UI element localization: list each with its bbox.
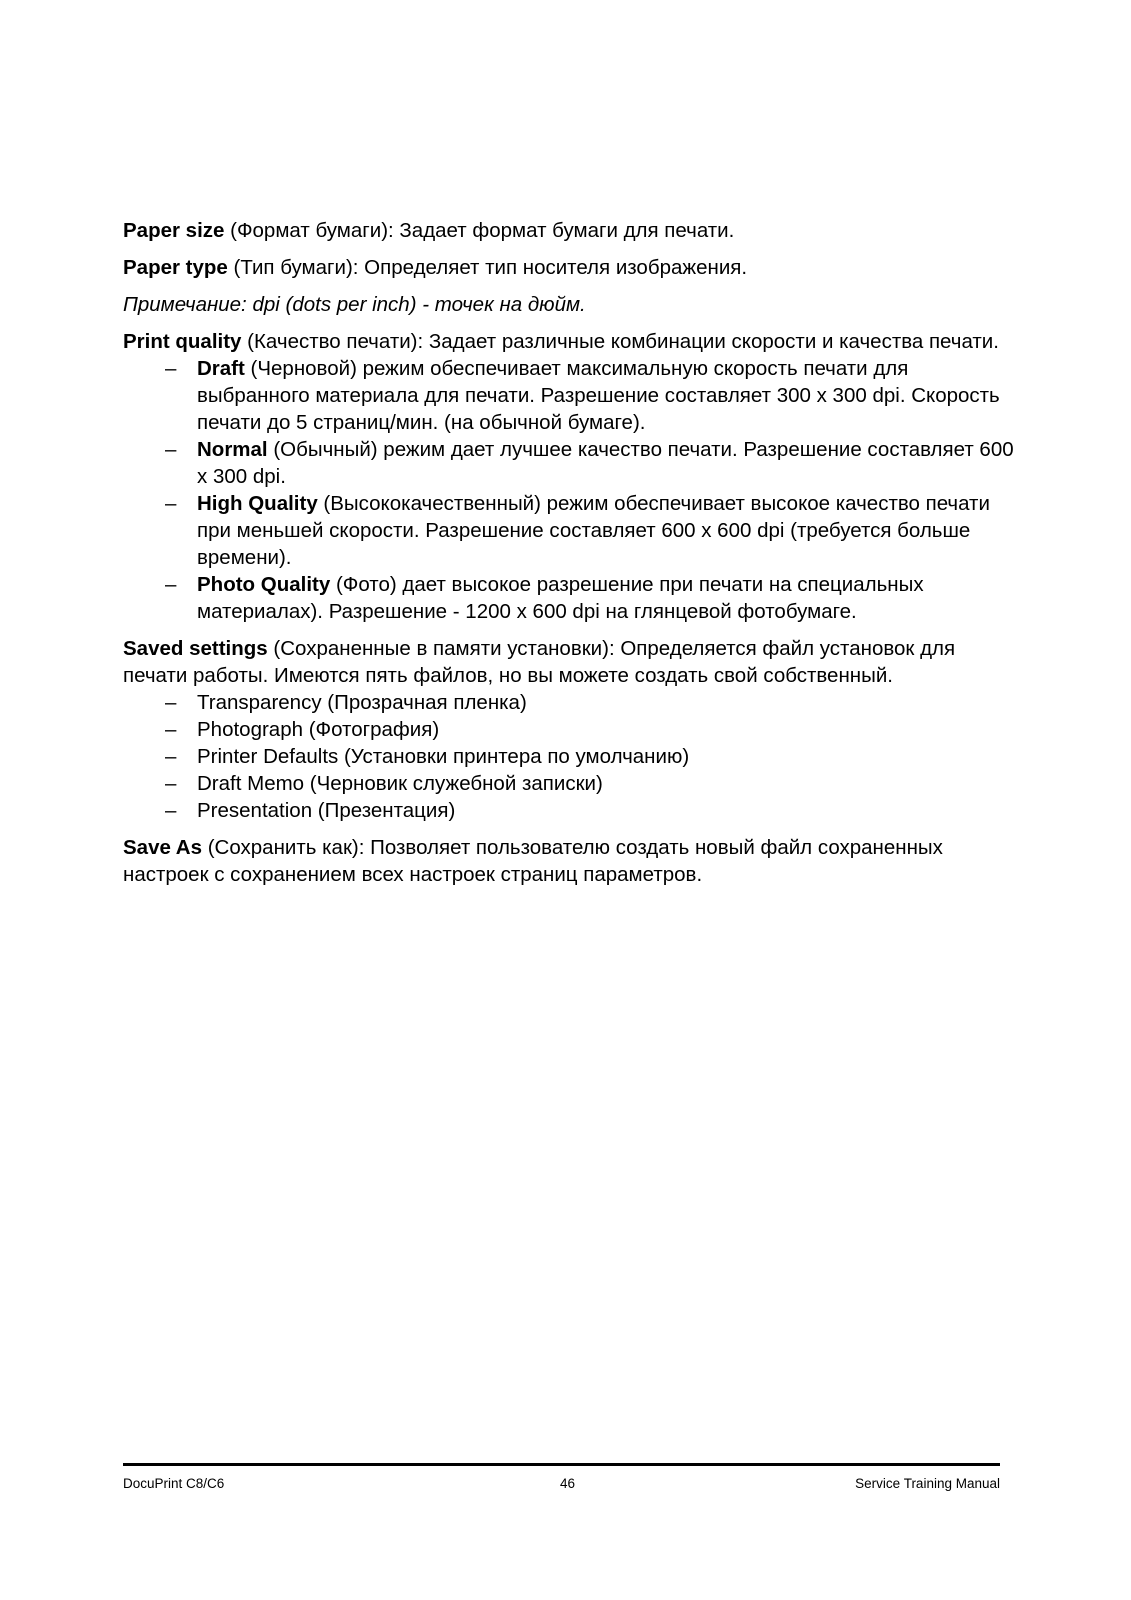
page-content [123,217,1023,898]
list-item [123,716,1023,743]
list-item [123,743,1023,770]
saved-settings-paragraph [123,635,1023,689]
footer-product: DocuPrint C8/C6 [123,1476,225,1491]
list-item-text: (Высококачественный) режим обеспечивает высокое качество печати при меньшей скорости. Разрешение составляет 600 x 600 dpi (требуется больше времени). [197,492,990,569]
save-as-text: (Сохранить как): Позволяет пользователю создать новый файл сохраненных настроек с сохранением всех настроек страниц параметров. [123,836,943,886]
dash-bullet: – [165,691,177,714]
footer-manual-title: Service Training Manual [855,1476,1000,1491]
paper-size-term: Paper size [123,219,225,242]
dash-bullet: – [165,772,177,795]
list-item-text: Draft Memo (Черновик служебной записки) [197,772,603,795]
list-item-text: Presentation (Презентация) [197,799,456,822]
saved-settings-list [123,689,1023,824]
print-quality-list [123,355,1023,625]
print-quality-term: Print quality [123,330,242,353]
save-as-paragraph [123,834,1023,888]
list-item-text: (Фото) дает высокое разрешение при печати на специальных материалах). Разрешение - 1200 x 600 dpi на глянцевой фотобумаге. [197,573,924,623]
paper-type-term: Paper type [123,256,228,279]
dash-bullet: – [165,573,177,596]
print-quality-paragraph [123,328,1023,355]
list-item [123,571,1023,625]
paper-size-paragraph [123,217,1023,244]
list-item-text: Transparency (Прозрачная пленка) [197,691,527,714]
list-item-term: Draft [197,357,245,380]
list-item-text: Printer Defaults (Установки принтера по умолчанию) [197,745,690,768]
list-item-text: (Черновой) режим обеспечивает максимальную скорость печати для выбранного материала для печати. Разрешение составляет 300 x 300 dpi. Скорость печати до 5 страниц/мин. (на обычной бумаге). [197,357,1000,434]
dpi-note: Примечание: dpi (dots per inch) - точек на дюйм. [123,293,586,316]
paper-type-paragraph [123,254,1023,281]
list-item [123,436,1023,490]
list-item [123,490,1023,571]
dash-bullet: – [165,438,177,461]
dash-bullet: – [165,745,177,768]
save-as-term: Save As [123,836,203,859]
list-item [123,797,1023,824]
footer-page-number: 46 [560,1476,576,1491]
dash-bullet: – [165,492,177,515]
list-item [123,770,1023,797]
paper-size-text: (Формат бумаги): Задает формат бумаги для печати. [224,219,735,242]
list-item-term: Normal [197,438,268,461]
dash-bullet: – [165,357,177,380]
footer-rule [123,1463,1000,1466]
list-item [123,689,1023,716]
list-item-term: Photo Quality [197,573,331,596]
saved-settings-text: (Сохраненные в памяти установки): Определяется файл установок для печати работы. Имеются пять файлов, но вы можете создать свой собственный. [123,637,956,687]
print-quality-text: (Качество печати): Задает различные комбинации скорости и качества печати. [241,330,999,353]
list-item-term: High Quality [197,492,318,515]
paper-type-text: (Тип бумаги): Определяет тип носителя изображения. [227,256,748,279]
dash-bullet: – [165,799,177,822]
dash-bullet: – [165,718,177,741]
list-item-text: (Обычный) режим дает лучшее качество печати. Разрешение составляет 600 x 300 dpi. [197,438,1014,488]
list-item [123,355,1023,436]
list-item-text: Photograph (Фотография) [197,718,440,741]
saved-settings-term: Saved settings [123,637,268,660]
